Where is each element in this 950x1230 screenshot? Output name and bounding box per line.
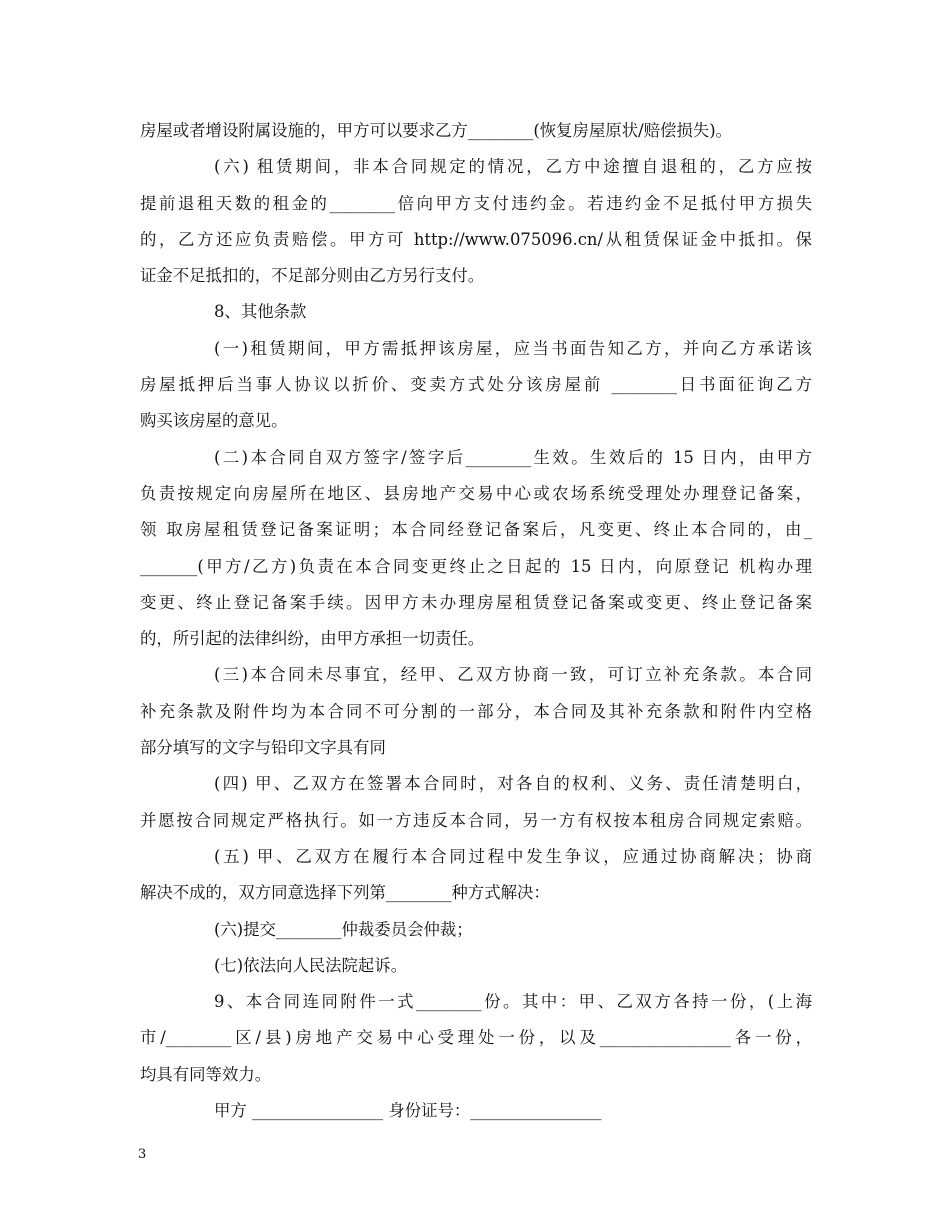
text-line: 房屋抵押后当事人协议以折价、变卖方式处分该房屋前 ________日书面征询乙方: [140, 375, 812, 395]
text-line: 9、本合同连同附件一式________份。其中：甲、乙双方各持一份，(上海: [214, 992, 812, 1012]
document-body: [140, 113, 812, 1129]
text-line: 均具有同等效力。: [140, 1064, 272, 1084]
text-line: 补充条款及附件均为本合同不可分割的一部分，本合同及其补充条款和附件内空格: [140, 701, 812, 721]
text-line: (二)本合同自双方签字/签字后________生效。生效后的 15 日内，由甲方: [214, 447, 812, 467]
text-line: (六) 租赁期间，非本合同规定的情况，乙方中途擅自退租的，乙方应按: [214, 157, 812, 177]
text-line: 变更、终止登记备案手续。因甲方未办理房屋租赁登记备案或变更、终止登记备案: [140, 592, 812, 612]
text-line: (六)提交________仲裁委员会仲裁；: [214, 919, 473, 939]
text-line: 并愿按合同规定严格执行。如一方违反本合同，另一方有权按本租房合同规定索赔。: [140, 810, 812, 830]
text-line: 的，乙方还应负责赔偿。甲方可 http://www.075096.cn/从租赁保证金中抵扣。保: [140, 229, 812, 249]
page-number: 3: [138, 1147, 147, 1162]
text-line: 领 取房屋租赁登记备案证明；本合同经登记备案后，凡变更、终止本合同的，由_: [140, 520, 812, 540]
text-line: 8、其他条款: [214, 302, 307, 322]
text-line: 房屋或者增设附属设施的，甲方可以要求乙方________(恢复房屋原状/赔偿损失)。: [140, 121, 732, 140]
text-line: 市/________区/县)房地产交易中心受理处一份，以及________________各一份，: [140, 1028, 812, 1048]
text-line: (三)本合同未尽事宜，经甲、乙双方协商一致，可订立补充条款。本合同: [214, 665, 812, 685]
text-line: (七)依法向人民法院起诉。: [214, 955, 408, 975]
text-line: (五) 甲、乙双方在履行本合同过程中发生争议，应通过协商解决；协商: [214, 846, 812, 866]
text-line: 部分填写的文字与铅印文字具有同: [140, 738, 386, 758]
text-line: (一)租赁期间，甲方需抵押该房屋，应当书面告知乙方，并向乙方承诺该: [214, 338, 812, 358]
text-line: 负责按规定向房屋所在地区、县房地产交易中心或农场系统受理处办理登记备案，: [140, 483, 812, 503]
text-line: 证金不足抵扣的，不足部分则由乙方另行支付。: [140, 266, 485, 286]
text-line: 提前退租天数的租金的________倍向甲方支付违约金。若违约金不足抵付甲方损失: [140, 193, 812, 213]
text-line: 的，所引起的法律纠纷，由甲方承担一切责任。: [140, 629, 485, 649]
text-line: (四) 甲、乙双方在签署本合同时，对各自的权利、义务、责任清楚明白，: [214, 774, 812, 794]
text-line: 解决不成的，双方同意选择下列第________种方式解决：: [140, 883, 550, 903]
text-line: 购买该房屋的意见。: [140, 411, 288, 431]
text-line: 甲方 ________________ 身份证号：________________: [214, 1101, 602, 1121]
text-line: _______(甲方/乙方)负责在本合同变更终止之日起的 15 日内，向原登记 机构办理: [140, 556, 812, 576]
